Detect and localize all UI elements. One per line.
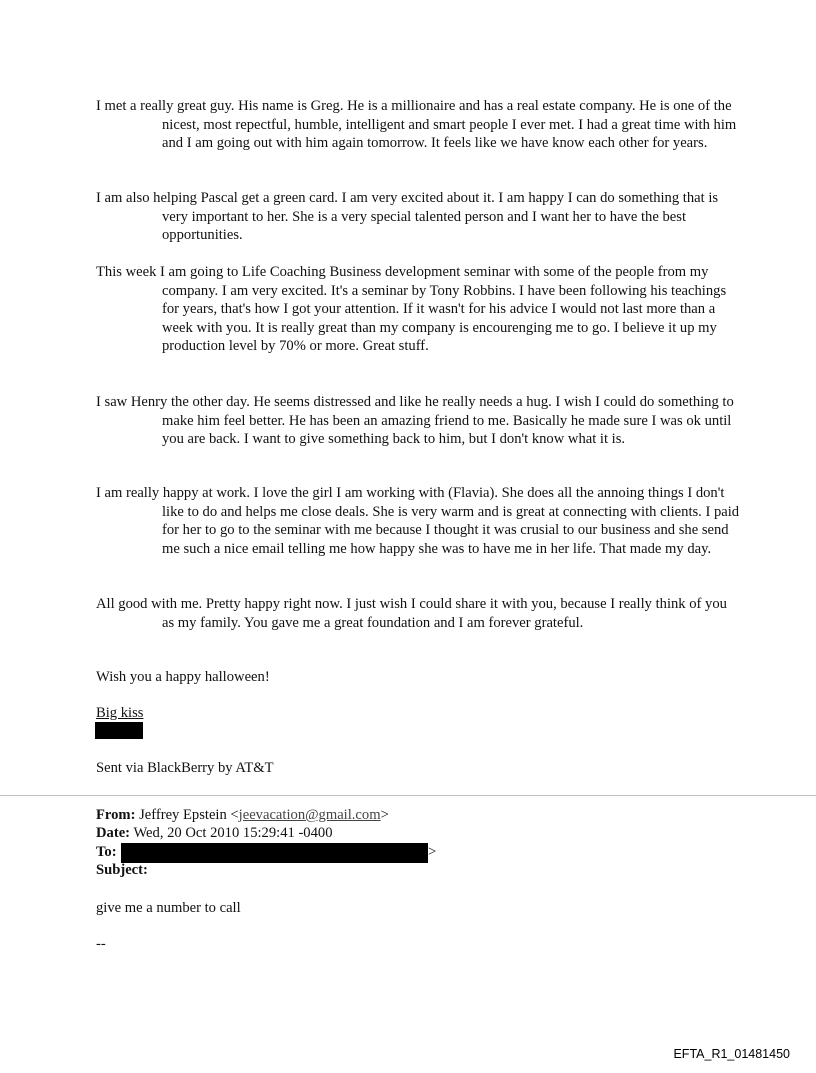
sent-via-line: Sent via BlackBerry by AT&T — [96, 760, 274, 776]
paragraph-all-good: All good with me. Pretty happy right now. I just wish I could share it with you, because I really think of you as my family. You gave me a great foundation and I am forever grateful. — [96, 596, 727, 631]
from-name: Jeffrey Epstein < — [139, 807, 239, 823]
paragraph-henry: I saw Henry the other day. He seems distressed and like he really needs a hug. I wish I could do something to make him feel better. He has been an amazing friend to me. Basically he made sure I was ok until you are back. I want to give something back to him, but I don't know what it is. — [96, 394, 734, 448]
redacted-recipient — [121, 843, 428, 863]
reply-separator: -- — [96, 936, 106, 952]
header-subject — [96, 861, 148, 879]
paragraph-pascal: I am also helping Pascal get a green card. I am very excited about it. I am happy I can do something that is very important to her. She is a very special talented person and I want her to have the best opportunities. — [96, 190, 719, 244]
message-divider — [0, 795, 816, 796]
reply-message: give me a number to call — [96, 900, 241, 916]
from-label: From: — [96, 807, 136, 823]
to-label: To: — [96, 844, 117, 860]
header-from — [96, 806, 389, 824]
from-close: > — [380, 807, 389, 823]
from-email-link[interactable]: jeevacation@gmail.com — [238, 807, 381, 823]
date-value: Wed, 20 Oct 2010 15:29:41 -0400 — [133, 825, 333, 841]
paragraph-seminar: This week I am going to Life Coaching Business development seminar with some of the people from my company. I am very excited. It's a seminar by Tony Robbins. I have been following his teachings for years, that's how I got your attention. If it wasn't for his advice I would not last more than a week with you. It is really great than my company is encourenging me to go. I believe it up my production level by 70% or more. Great stuff. — [96, 264, 727, 355]
document-id: EFTA_R1_01481450 — [673, 1047, 790, 1061]
to-close: > — [428, 844, 437, 860]
paragraph-greg: I met a really great guy. His name is Greg. He is a millionaire and has a real estate company. He is one of the nicest, most repectful, humble, intelligent and smart people I ever met. I had a great time with him and I am going out with him again tomorrow. It feels like we have know each other for years. — [96, 98, 737, 152]
date-label: Date: — [96, 825, 131, 841]
redacted-signature — [95, 722, 143, 739]
closing-line: Wish you a happy halloween! — [96, 669, 270, 685]
paragraph-work: I am really happy at work. I love the girl I am working with (Flavia). She does all the annoing things I don't like to do and helps me close deals. She is very warm and is great at connecting with clients. I paid for her to go to the seminar with me because I thought it was crusial to our business and she send me such a nice email telling me how happy she was to have me in her life. That made my day. — [96, 485, 740, 557]
header-to — [96, 843, 117, 861]
header-date — [96, 824, 333, 842]
signoff-line: Big kiss — [96, 705, 144, 721]
subject-label: Subject: — [96, 862, 148, 878]
